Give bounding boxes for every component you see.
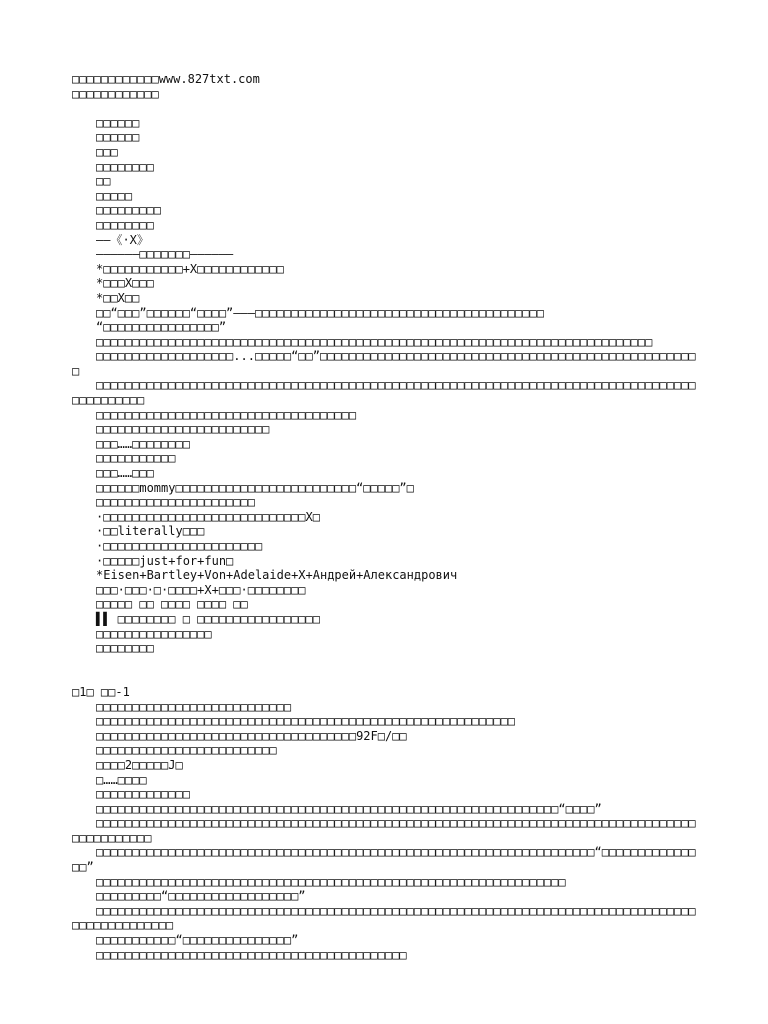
intro-line: □□□□□ (96, 188, 133, 203)
intro-line: □□□……□□□□□□□□ (96, 436, 190, 451)
intro-line: □□□□□□□□□□□□□□□□□□□□□□□□□□□□□□□□□□□□ (96, 407, 357, 422)
intro-line: □□□□□□□□□□□□□□□□□□□□□□□□ (96, 422, 270, 437)
title-line: ——《·X》 (96, 232, 149, 247)
intro-line: *□□□X□□□ (96, 276, 154, 291)
intro-line: *□□□□□□□□□□□+X□□□□□□□□□□□□ (96, 261, 284, 276)
intro-line: ▌▌ □□□□□□□□ □ □□□□□□□□□□□□□□□□□ (96, 611, 320, 626)
chapter-line: □□□□□□□□□□□□□□□□□□□□□□□□□ (96, 743, 277, 758)
intro-line: □□□·□□□·□·□□□□+X+□□□·□□□□□□□□ (96, 582, 306, 597)
spacer (72, 670, 702, 685)
chapter-line: □□□□□□□□□□□□□□□□□□□□□□□□□□□ (96, 699, 292, 714)
chapter-line: □□□□□□□□□□□□□□□□□□□□□□□□□□□□□□□□□□□□92F□/□□ (96, 728, 407, 743)
site-header: □□□□□□□□□□□□www.827txt.com (72, 72, 260, 86)
chapter-line: □□□□□□□□□□□□□□□□□□□□□□□□□□□□□□□□□□□□□□□□□□□□□□□□□□□□□□□□□□□□□□□□□□□□□□□□□□□□□□□□□□□□□□□□□□□□□□□□□ (72, 903, 696, 933)
intro-line: □□□□□□□□□□□□□□□□□□□...□□□□□“□□”□□□□□□□□□□□□□□□□□□□□□□□□□□□□□□□□□□□□□□□□□□□□□□□□□□□□□ (72, 349, 696, 378)
intro-line: ·□□□□□□□□□□□□□□□□□□□□□□ (96, 539, 263, 553)
intro-line: □□□□□□□□□□□□□□□□□□□□□□ (96, 495, 255, 510)
intro-line: ·□□□□□□□□□□□□□□□□□□□□□□□□□□□□X□ (96, 509, 320, 524)
chapter-line: □□□□2□□□□□J□ (96, 757, 183, 772)
intro-line: □□□□□□mommy□□□□□□□□□□□□□□□□□□□□□□□□□“□□□□□”□ (96, 480, 414, 495)
intro-line: □□□□□□ (96, 130, 140, 145)
intro-line: □□□□□□□□□□□□□□□□□□□□□□□□□□□□□□□□□□□□□□□□□□□□□□□□□□□□□□□□□□□□□□□□□□□□□□□□□□□□□ (96, 334, 653, 349)
intro-line: □□□□□□□□□□□□□□□□ (96, 626, 212, 641)
intro-line: □□“□□□”□□□□□□“□□□□”———□□□□□□□□□□□□□□□□□□□□□□□□□□□□□□□□□□□□□□□□ (96, 305, 544, 320)
divider-line: ——————□□□□□□□—————— (96, 247, 234, 262)
chapter-line: □□□□□□□□□“□□□□□□□□□□□□□□□□□□” (96, 889, 306, 904)
intro-line: □□□□□□ (96, 115, 140, 130)
chapter-line: □□□□□□□□□□□□□□□□□□□□□□□□□□□□□□□□□□□□□□□□□□□□□□□□□□□□□□□□□□□□□□□□□□□□□□□□□□□□□□□□□□□□□□□□□□□□□□ (72, 816, 696, 845)
site-subheader: □□□□□□□□□□□□ (72, 86, 159, 101)
document-page (72, 72, 702, 962)
intro-line: □□□□□□□□ (96, 641, 154, 656)
intro-line: ·□□□□□just+for+fun□ (96, 553, 234, 568)
chapter-line: □□□□□□□□□□□□□□□□□□□□□□□□□□□□□□□□□□□□□□□□□□□□□□□□□□□□□□□□□□ (96, 714, 516, 729)
chapter-line: □□□□□□□□□□□□□□□□□□□□□□□□□□□□□□□□□□□□□□□□□□□□□□□□□□□□□□□□□□□□□□□□□ (96, 874, 566, 889)
chapter-line: □□□□□□□□□□□□□□□□□□□□□□□□□□□□□□□□□□□□□□□□□□□□□□□□□□□□□□□□□□□□□□□□□□□□□“□□□□□□□□□□□□□□□” (72, 845, 696, 875)
intro-line: *□□X□□ (96, 290, 140, 305)
intro-line: □□□□□□□□ (96, 159, 154, 174)
intro-line: ·□□literally□□□ (96, 524, 205, 539)
chapter-line: □□□□□□□□□□□□□□□□□□□□□□□□□□□□□□□□□□□□□□□□□□□ (96, 947, 407, 962)
intro-line: □□□ (96, 144, 118, 159)
chapter-line: □□□□□□□□□□□□□□□□□□□□□□□□□□□□□□□□□□□□□□□□□□□□□□□□□□□□□□□□□□□□□□□□“□□□□” (96, 801, 602, 816)
chapter-section (72, 685, 702, 962)
chapter-heading: □1□ □□-1 (72, 684, 130, 699)
chapter-line: □□□□□□□□□□□“□□□□□□□□□□□□□□□” (96, 933, 299, 948)
intro-line: □□□□□□□□□□□□□□□□□□□□□□□□□□□□□□□□□□□□□□□□□□□□□□□□□□□□□□□□□□□□□□□□□□□□□□□□□□□□□□□□□□□□□□□□□□□□□ (72, 378, 696, 408)
intro-line: □□□□□ □□ □□□□ □□□□ □□ (96, 597, 248, 612)
intro-line: *Eisen+Bartley+Von+Adelaide+X+Андрей+Александрович (96, 568, 458, 583)
intro-line: □□□……□□□ (96, 466, 154, 481)
intro-line: □□□□□□□□□ (96, 203, 162, 218)
spacer (72, 101, 702, 116)
spacer (72, 656, 702, 671)
intro-line: □□□□□□□□□□□ (96, 451, 176, 466)
chapter-line: □……□□□□ (96, 772, 147, 787)
chapter-line: □□□□□□□□□□□□□ (96, 787, 190, 802)
intro-line: □□ (96, 174, 111, 189)
intro-line: □□□□□□□□ (96, 217, 154, 232)
intro-section (72, 116, 702, 656)
intro-line: “□□□□□□□□□□□□□□□□” (96, 320, 227, 335)
